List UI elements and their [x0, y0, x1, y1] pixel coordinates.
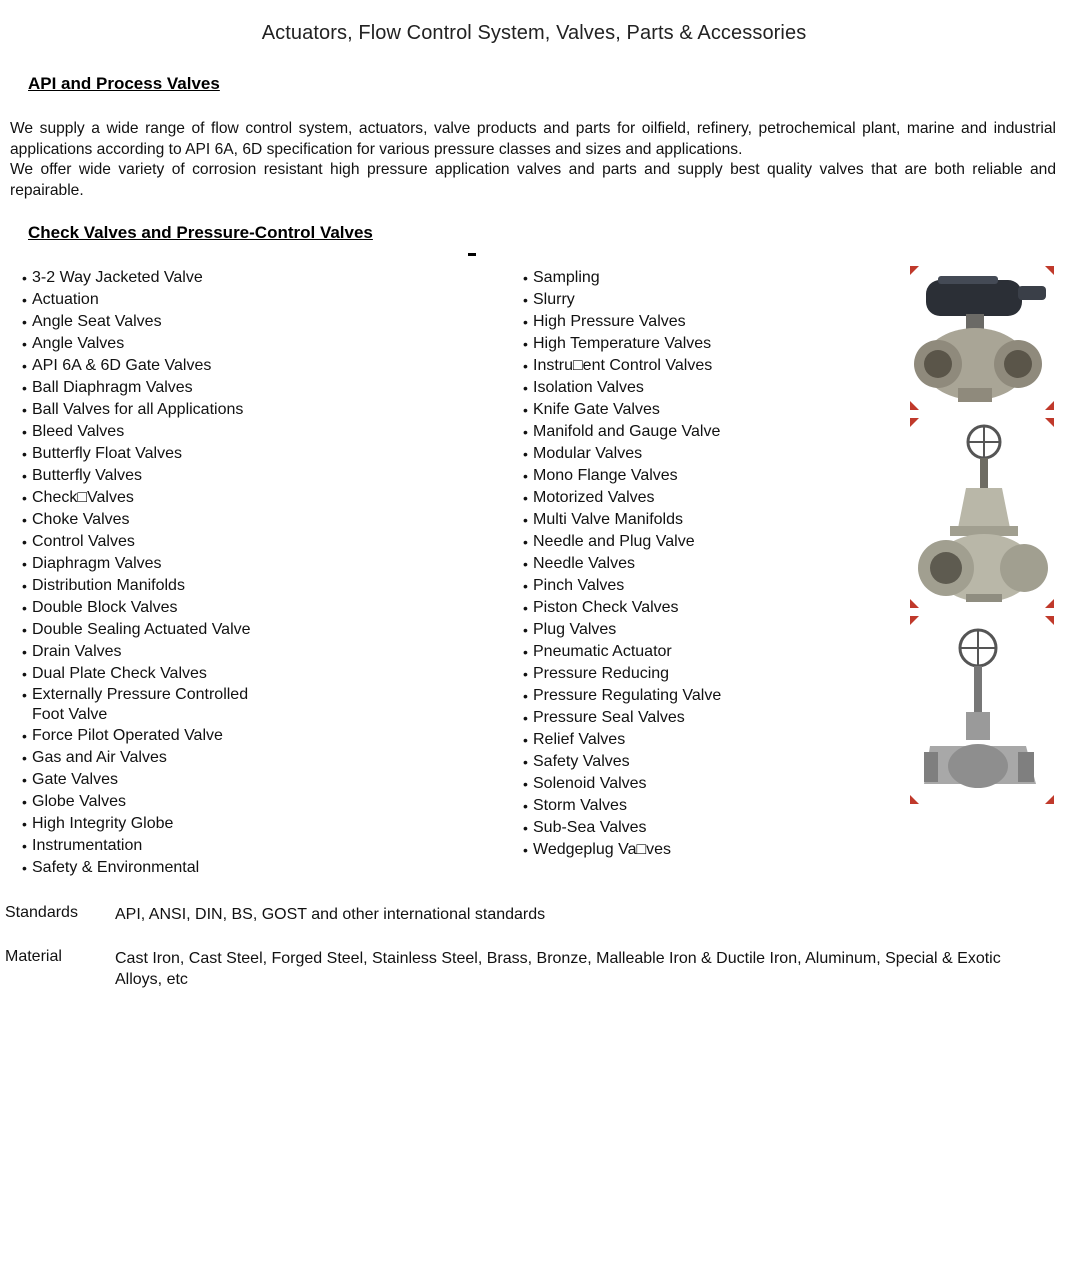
list-item — [22, 311, 322, 333]
list-item — [523, 267, 853, 289]
bullet-icon: • — [22, 512, 27, 528]
standards-label: Standards — [5, 904, 78, 921]
list-item — [523, 839, 853, 861]
list-item — [523, 355, 853, 377]
list-item-label: Multi Valve Manifolds — [533, 511, 683, 528]
list-item-label: Motorized Valves — [533, 489, 655, 506]
list-item-label: Pressure Seal Valves — [533, 709, 685, 726]
standards-value: API, ANSI, DIN, BS, GOST and other international standards — [115, 906, 546, 923]
bullet-icon: • — [523, 622, 528, 638]
list-item — [523, 509, 853, 531]
bullet-icon: • — [523, 336, 528, 352]
list-item — [523, 575, 853, 597]
intro-text — [10, 119, 1056, 201]
bullet-icon: • — [22, 270, 27, 286]
list-item-label: Storm Valves — [533, 797, 627, 814]
bullet-icon: • — [22, 556, 27, 572]
list-item — [523, 729, 853, 751]
list-item-label: High Pressure Valves — [533, 313, 686, 330]
bullet-icon: • — [22, 468, 27, 484]
list-item-label: High Integrity Globe — [32, 815, 174, 832]
bullet-icon: • — [22, 336, 27, 352]
list-item-label: Double Block Valves — [32, 599, 178, 616]
bullet-icon: • — [523, 710, 528, 726]
list-item — [22, 597, 322, 619]
bullet-icon: • — [22, 838, 27, 854]
list-item — [22, 531, 322, 553]
list-item — [523, 289, 853, 311]
list-item-label: Angle Valves — [32, 335, 125, 352]
list-item-label: Choke Valves — [32, 511, 130, 528]
bullet-icon: • — [22, 600, 27, 616]
bullet-icon: • — [523, 798, 528, 814]
section-heading-check-valves: Check Valves and Pressure-Control Valves — [28, 223, 373, 242]
list-item-label: Slurry — [533, 291, 575, 308]
list-item-label: Diaphragm Valves — [32, 555, 162, 572]
list-item-label: Force Pilot Operated Valve — [32, 727, 223, 744]
list-item — [523, 333, 853, 355]
section-heading-api-process-valves: API and Process Valves — [28, 74, 220, 93]
list-item-label: API 6A & 6D Gate Valves — [32, 357, 212, 374]
list-item-label: Distribution Manifolds — [32, 577, 185, 594]
list-item — [523, 663, 853, 685]
list-item-label: Angle Seat Valves — [32, 313, 162, 330]
list-item — [523, 619, 853, 641]
list-item-label: 3-2 Way Jacketed Valve — [32, 269, 203, 286]
list-item — [22, 333, 322, 355]
list-item-label: Pressure Regulating Valve — [533, 687, 722, 704]
bullet-icon: • — [523, 754, 528, 770]
list-item-label: Solenoid Valves — [533, 775, 647, 792]
list-item-label: Instrumentation — [32, 837, 143, 854]
list-item-label: Needle and Plug Valve — [533, 533, 695, 550]
list-item-label: Ball Valves for all Applications — [32, 401, 244, 418]
list-item — [22, 769, 322, 791]
list-item-label: Foot Valve — [32, 706, 108, 723]
bullet-icon: • — [22, 728, 27, 744]
list-item — [523, 465, 853, 487]
list-item-label: Pressure Reducing — [533, 665, 670, 682]
list-item — [523, 795, 853, 817]
list-item-label: Isolation Valves — [533, 379, 644, 396]
list-item — [523, 311, 853, 333]
bullet-icon: • — [22, 860, 27, 876]
gate-valve-photo — [910, 418, 1054, 608]
list-item-label: Control Valves — [32, 533, 135, 550]
list-item — [523, 817, 853, 839]
list-item — [22, 791, 322, 813]
list-item — [22, 641, 322, 663]
bullet-icon: • — [22, 816, 27, 832]
list-item-label: Double Sealing Actuated Valve — [32, 621, 251, 638]
list-item-label: Check□Valves — [32, 489, 134, 506]
list-item-label: Bleed Valves — [32, 423, 125, 440]
bullet-icon: • — [523, 688, 528, 704]
list-item-label: Instru□ent Control Valves — [533, 357, 713, 374]
list-item-label: Butterfly Valves — [32, 467, 142, 484]
list-item — [22, 487, 322, 509]
bullet-icon: • — [22, 446, 27, 462]
bullet-icon: • — [22, 578, 27, 594]
list-item — [523, 399, 853, 421]
list-item — [22, 857, 322, 879]
list-item — [22, 725, 322, 747]
bullet-icon: • — [523, 424, 528, 440]
valve-list-right — [523, 267, 853, 861]
valve-list-left — [22, 267, 322, 879]
list-item — [523, 773, 853, 795]
bullet-icon: • — [22, 358, 27, 374]
list-item — [22, 705, 322, 725]
list-item-label: Sub-Sea Valves — [533, 819, 647, 836]
list-item-label: Dual Plate Check Valves — [32, 665, 207, 682]
material-value: Cast Iron, Cast Steel, Forged Steel, Stainless Steel, Brass, Bronze, Malleable Iron & Ductile Iron, Aluminum, Special & Exotic Alloys, etc — [115, 950, 1001, 988]
bullet-icon: • — [22, 534, 27, 550]
dash-mark — [468, 253, 476, 256]
list-item-label: Sampling — [533, 269, 600, 286]
list-item — [523, 707, 853, 729]
list-item — [22, 509, 322, 531]
list-item-label: Piston Check Valves — [533, 599, 679, 616]
globe-valve-photo — [910, 616, 1054, 804]
bullet-icon: • — [523, 314, 528, 330]
bullet-icon: • — [523, 666, 528, 682]
bullet-icon: • — [22, 292, 27, 308]
list-item — [22, 465, 322, 487]
bullet-icon: • — [22, 402, 27, 418]
bullet-icon: • — [523, 358, 528, 374]
bullet-icon: • — [523, 468, 528, 484]
material-label: Material — [5, 948, 62, 965]
list-item-label: Relief Valves — [533, 731, 626, 748]
list-item — [22, 663, 322, 685]
bullet-icon: • — [22, 622, 27, 638]
list-item — [22, 267, 322, 289]
bullet-icon: • — [523, 842, 528, 858]
bullet-icon: • — [523, 446, 528, 462]
list-item — [523, 553, 853, 575]
bullet-icon: • — [523, 512, 528, 528]
list-item — [22, 619, 322, 641]
list-item — [22, 835, 322, 857]
list-item-label: Pneumatic Actuator — [533, 643, 672, 660]
list-item-label: Manifold and Gauge Valve — [533, 423, 721, 440]
bullet-icon: • — [523, 490, 528, 506]
list-item — [523, 487, 853, 509]
list-item — [22, 355, 322, 377]
list-item-label: High Temperature Valves — [533, 335, 712, 352]
list-item-label: Actuation — [32, 291, 99, 308]
bullet-icon: • — [523, 732, 528, 748]
actuated-ball-valve-photo — [910, 266, 1054, 410]
intro-paragraph-1: We supply a wide range of flow control system, actuators, valve products and parts for oilfield, refinery, petrochemical plant, marine and industrial applications according to API 6A, 6D specification for various pressure classes and sizes and applications. — [10, 120, 1056, 158]
list-item-label: Gate Valves — [32, 771, 118, 788]
bullet-icon: • — [22, 750, 27, 766]
bullet-icon: • — [523, 402, 528, 418]
intro-paragraph-2: We offer wide variety of corrosion resistant high pressure application valves and parts and supply best quality valves that are both reliable and repairable. — [10, 161, 1056, 199]
bullet-icon: • — [523, 600, 528, 616]
bullet-icon: • — [523, 776, 528, 792]
list-item-label: Safety Valves — [533, 753, 630, 770]
bullet-icon: • — [22, 314, 27, 330]
list-item — [22, 399, 322, 421]
bullet-icon: • — [523, 820, 528, 836]
list-item — [22, 553, 322, 575]
list-item — [22, 685, 322, 705]
list-item — [22, 747, 322, 769]
list-item-label: Ball Diaphragm Valves — [32, 379, 193, 396]
list-item — [523, 597, 853, 619]
list-item — [22, 377, 322, 399]
bullet-icon: • — [523, 644, 528, 660]
list-item-label: Wedgeplug Va□ves — [533, 841, 672, 858]
list-item — [22, 421, 322, 443]
list-item — [22, 289, 322, 311]
bullet-icon: • — [523, 292, 528, 308]
list-item-label: Globe Valves — [32, 793, 126, 810]
list-item — [523, 531, 853, 553]
list-item — [22, 443, 322, 465]
list-item — [523, 377, 853, 399]
page-title: Actuators, Flow Control System, Valves, Parts & Accessories — [261, 22, 807, 44]
list-item-label: Butterfly Float Valves — [32, 445, 182, 462]
list-item-label: Needle Valves — [533, 555, 635, 572]
list-item-label: Modular Valves — [533, 445, 643, 462]
list-item — [523, 421, 853, 443]
list-item-label: Gas and Air Valves — [32, 749, 167, 766]
bullet-icon: • — [22, 772, 27, 788]
list-item — [523, 751, 853, 773]
list-item-label: Safety & Environmental — [32, 859, 200, 876]
list-item — [523, 443, 853, 465]
list-item — [22, 575, 322, 597]
bullet-icon: • — [22, 380, 27, 396]
bullet-icon: • — [523, 578, 528, 594]
list-item-label: Mono Flange Valves — [533, 467, 678, 484]
list-item — [22, 813, 322, 835]
bullet-icon: • — [523, 270, 528, 286]
list-item-label: Knife Gate Valves — [533, 401, 660, 418]
bullet-icon: • — [523, 380, 528, 396]
bullet-icon: • — [22, 666, 27, 682]
list-item — [523, 641, 853, 663]
list-item-label: Drain Valves — [32, 643, 122, 660]
bullet-icon: • — [22, 644, 27, 660]
list-item-label: Externally Pressure Controlled — [32, 686, 249, 703]
bullet-icon: • — [22, 424, 27, 440]
bullet-icon: • — [523, 534, 528, 550]
bullet-icon: • — [22, 687, 27, 703]
list-item-label: Plug Valves — [533, 621, 617, 638]
bullet-icon: • — [22, 490, 27, 506]
list-item — [523, 685, 853, 707]
bullet-icon: • — [523, 556, 528, 572]
bullet-icon: • — [22, 794, 27, 810]
list-item-label: Pinch Valves — [533, 577, 625, 594]
